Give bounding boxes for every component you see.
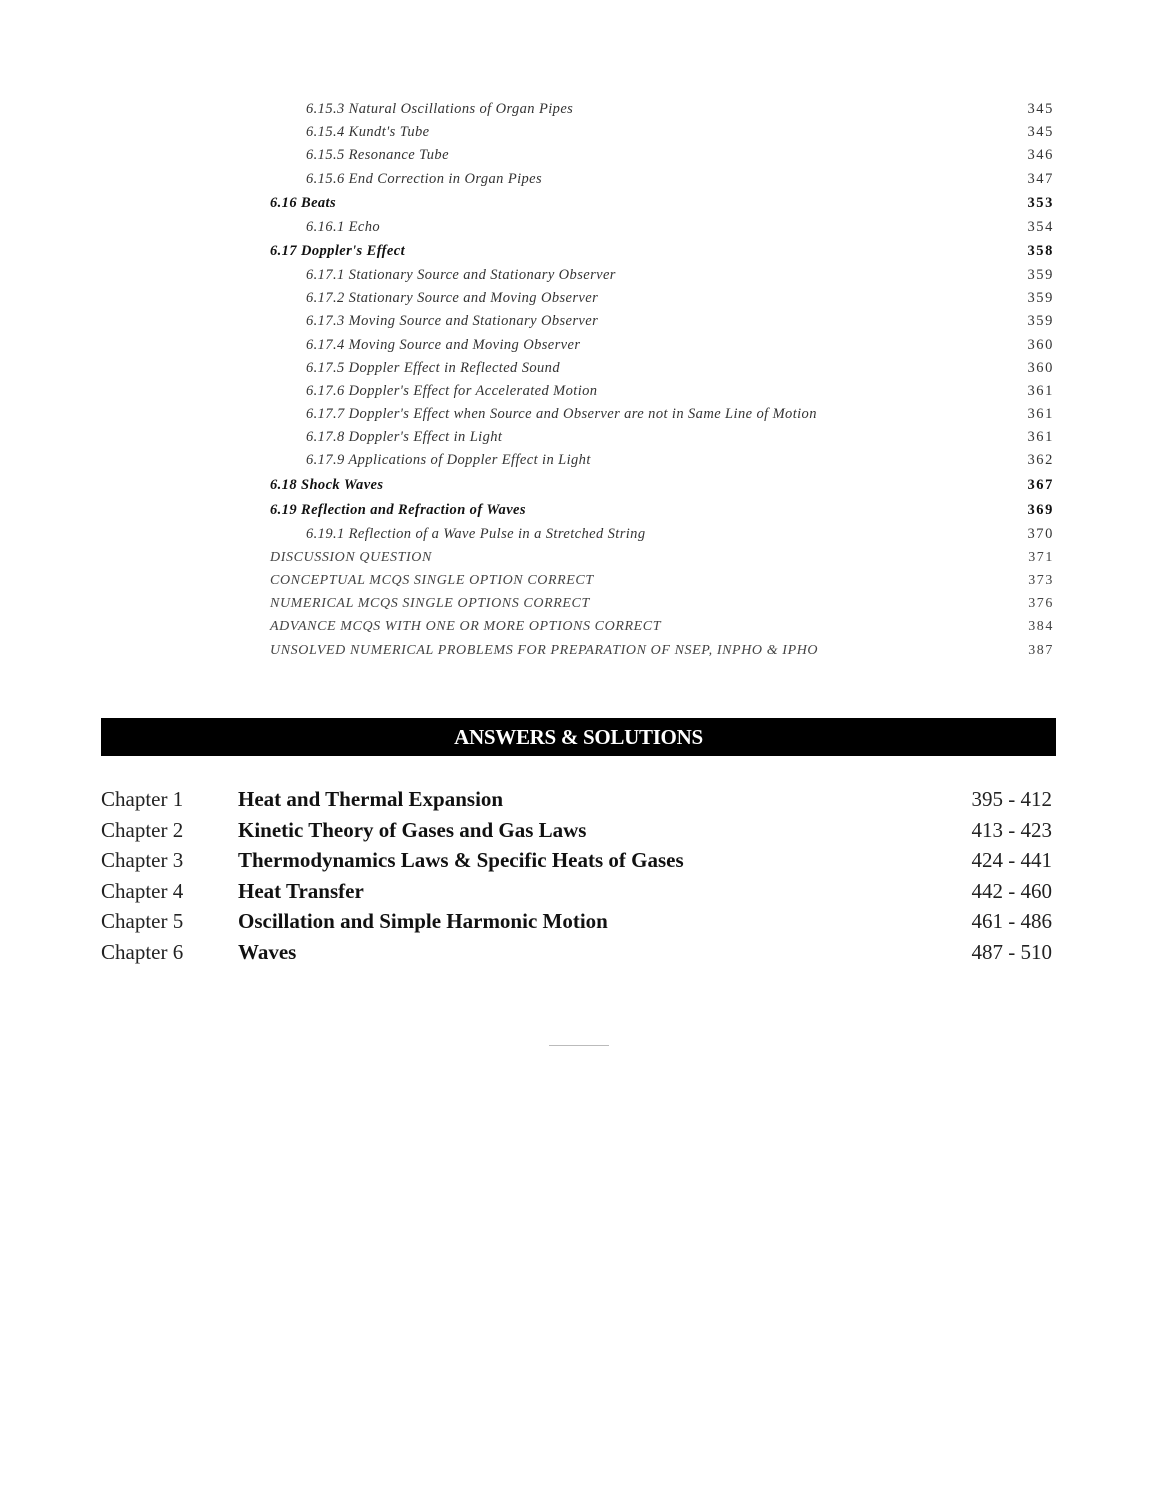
toc-entry-page: 354 xyxy=(1027,218,1054,235)
toc-entry xyxy=(270,380,1054,403)
toc-entry-page: 346 xyxy=(1027,147,1054,164)
toc-entry-page: 359 xyxy=(1027,266,1054,283)
answers-chapter-number: Chapter 5 xyxy=(101,909,184,934)
toc-entry-page: 376 xyxy=(1028,596,1054,612)
answers-page-range: 395 - 412 xyxy=(971,787,1052,811)
toc-entry-title: NUMERICAL MCQS SINGLE OPTIONS CORRECT xyxy=(270,596,590,612)
toc-entry-title: 6.17.8 Doppler's Effect in Light xyxy=(306,429,503,446)
answers-chapter-title: Heat and Thermal Expansion xyxy=(238,787,504,811)
toc-entry xyxy=(270,287,1054,310)
toc-entry xyxy=(270,98,1054,121)
toc-entry-title: 6.15.6 End Correction in Organ Pipes xyxy=(306,170,543,187)
answers-page-range: 487 - 510 xyxy=(971,939,1052,964)
toc-entry-page: 367 xyxy=(1027,476,1054,493)
toc-entry-title: 6.17.5 Doppler Effect in Reflected Sound xyxy=(306,359,560,376)
toc-entry-page: 345 xyxy=(1027,101,1054,117)
table-of-contents xyxy=(270,98,1054,662)
answers-page-range: 424 - 441 xyxy=(971,848,1052,873)
toc-entry xyxy=(270,264,1054,287)
answers-chapter-number: Chapter 4 xyxy=(101,878,184,903)
toc-entry-page: 361 xyxy=(1027,406,1054,423)
toc-entry-title: 6.17.2 Stationary Source and Moving Observer xyxy=(306,290,599,307)
answers-page-range: 413 - 423 xyxy=(971,817,1052,842)
toc-entry-title: CONCEPTUAL MCQS SINGLE OPTION CORRECT xyxy=(270,573,594,588)
toc-entry xyxy=(270,216,1054,239)
toc-entry-title: 6.17.1 Stationary Source and Stationary Observer xyxy=(306,266,616,283)
toc-entry-title: 6.17.9 Applications of Doppler Effect in Light xyxy=(306,452,591,469)
toc-entry xyxy=(270,523,1054,546)
toc-entry-title: 6.17.3 Moving Source and Stationary Observer xyxy=(306,313,599,330)
toc-entry-page: 384 xyxy=(1028,619,1054,635)
toc-entry-title: 6.15.3 Natural Oscillations of Organ Pipes xyxy=(306,101,574,117)
toc-entry xyxy=(270,121,1054,144)
toc-entry-title: DISCUSSION QUESTION xyxy=(270,549,432,565)
answers-chapter-title: Thermodynamics Laws & Specific Heats of Gases xyxy=(238,848,684,873)
answers-row xyxy=(101,784,1052,815)
toc-entry-page: 369 xyxy=(1027,501,1054,518)
answers-chapter-title: Waves xyxy=(238,939,297,964)
toc-entry xyxy=(270,498,1054,523)
toc-entry xyxy=(270,334,1054,357)
toc-entry xyxy=(270,546,1054,569)
toc-entry-page: 353 xyxy=(1027,194,1054,211)
toc-entry xyxy=(270,426,1054,449)
toc-entry-page: 347 xyxy=(1027,170,1054,187)
answers-chapter-number: Chapter 6 xyxy=(101,939,184,964)
answers-page-range: 461 - 486 xyxy=(971,909,1052,934)
toc-entry-page: 361 xyxy=(1027,382,1054,399)
toc-entry xyxy=(270,639,1054,662)
answers-row xyxy=(101,906,1052,937)
toc-entry xyxy=(270,615,1054,638)
toc-entry-page: 360 xyxy=(1027,336,1054,353)
toc-entry-title: 6.17 Doppler's Effect xyxy=(270,242,405,259)
answers-chapter-number: Chapter 3 xyxy=(101,848,184,873)
answers-chapter-title: Kinetic Theory of Gases and Gas Laws xyxy=(238,817,587,842)
toc-entry xyxy=(270,168,1054,191)
answers-chapter-number: Chapter 2 xyxy=(101,817,184,842)
answers-page-range: 442 - 460 xyxy=(971,878,1052,903)
toc-entry-page: 345 xyxy=(1027,124,1054,141)
answers-chapter-number: Chapter 1 xyxy=(101,787,184,811)
toc-entry-title: 6.19.1 Reflection of a Wave Pulse in a Stretched String xyxy=(306,525,646,542)
toc-entry xyxy=(270,357,1054,380)
answers-row xyxy=(101,845,1052,876)
toc-entry-page: 358 xyxy=(1027,242,1054,259)
toc-entry-title: 6.17.7 Doppler's Effect when Source and Observer are not in Same Line of Motion xyxy=(306,406,817,423)
toc-entry xyxy=(270,310,1054,333)
answers-chapter-list xyxy=(101,784,1052,968)
toc-entry-title: 6.17.4 Moving Source and Moving Observer xyxy=(306,336,581,353)
answers-solutions-heading: ANSWERS & SOLUTIONS xyxy=(101,718,1056,756)
toc-entry-page: 359 xyxy=(1027,313,1054,330)
toc-entry xyxy=(270,144,1054,167)
toc-entry-title: 6.17.6 Doppler's Effect for Accelerated Motion xyxy=(306,382,598,399)
toc-entry-page: 370 xyxy=(1027,525,1054,542)
toc-entry-page: 387 xyxy=(1028,642,1054,658)
end-divider xyxy=(549,1045,609,1046)
toc-entry xyxy=(270,473,1054,498)
toc-entry xyxy=(270,403,1054,426)
toc-entry-page: 361 xyxy=(1027,429,1054,446)
toc-entry-title: 6.16.1 Echo xyxy=(306,218,381,235)
answers-row xyxy=(101,876,1052,907)
toc-entry-page: 373 xyxy=(1028,573,1054,588)
toc-entry-page: 371 xyxy=(1028,549,1054,565)
toc-entry-title: 6.15.5 Resonance Tube xyxy=(306,147,449,164)
answers-row xyxy=(101,815,1052,846)
toc-entry-title: 6.16 Beats xyxy=(270,194,337,211)
toc-entry-title: 6.19 Reflection and Refraction of Waves xyxy=(270,501,526,518)
toc-entry-title: ADVANCE MCQS WITH ONE OR MORE OPTIONS CORRECT xyxy=(270,619,662,635)
toc-entry-page: 360 xyxy=(1027,359,1054,376)
toc-entry xyxy=(270,239,1054,264)
toc-entry-page: 362 xyxy=(1027,452,1054,469)
toc-entry xyxy=(270,569,1054,592)
answers-row xyxy=(101,937,1052,968)
answers-chapter-title: Oscillation and Simple Harmonic Motion xyxy=(238,909,608,934)
toc-entry xyxy=(270,592,1054,615)
toc-entry xyxy=(270,191,1054,216)
toc-entry-page: 359 xyxy=(1027,290,1054,307)
answers-chapter-title: Heat Transfer xyxy=(238,878,364,903)
toc-entry xyxy=(270,449,1054,472)
toc-entry-title: UNSOLVED NUMERICAL PROBLEMS FOR PREPARATION OF NSEP, INPHO & IPHO xyxy=(270,642,819,658)
toc-entry-title: 6.15.4 Kundt's Tube xyxy=(306,124,430,141)
toc-entry-title: 6.18 Shock Waves xyxy=(270,476,384,493)
